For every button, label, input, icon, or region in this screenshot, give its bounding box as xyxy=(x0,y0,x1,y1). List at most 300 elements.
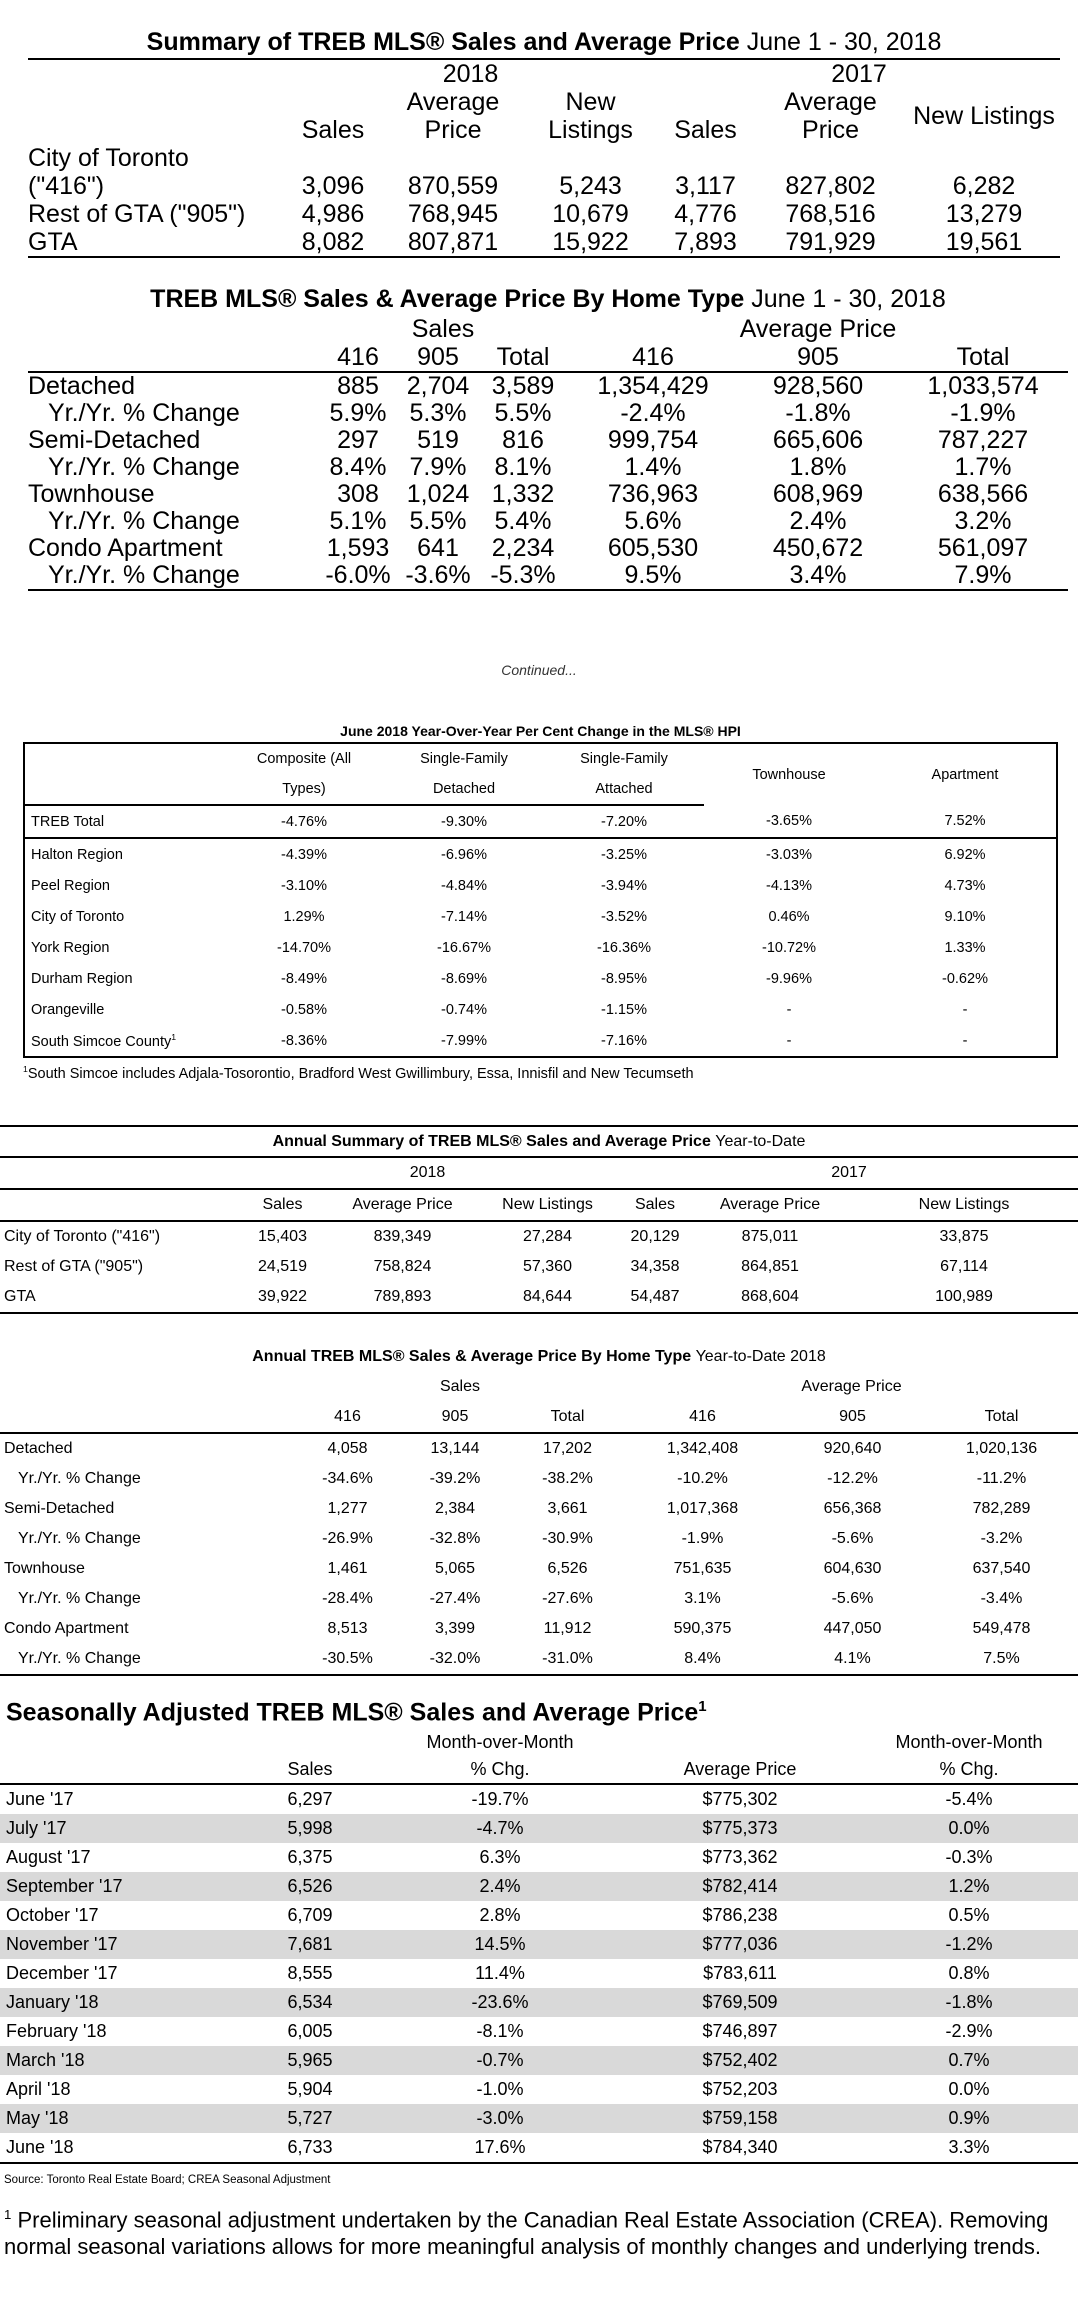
source-note: Source: Toronto Real Estate Board; CREA Seasonal Adjustment xyxy=(4,2174,331,2187)
cell: 3.3% xyxy=(860,2133,1078,2163)
cell: 637,540 xyxy=(972,1560,1031,1577)
cell: 13,279 xyxy=(945,200,1023,228)
col-header: Sales xyxy=(240,1756,380,1784)
cell: 17.6% xyxy=(380,2133,620,2163)
cell: 6,375 xyxy=(287,1847,333,1868)
cell: 0.46% xyxy=(768,908,810,925)
row-label: GTA xyxy=(0,1282,235,1313)
hpi-title: June 2018 Year-Over-Year Per Cent Change in the MLS® HPI xyxy=(340,723,741,739)
table-row xyxy=(0,1644,1078,1675)
cell: 33,875 xyxy=(850,1221,1078,1252)
table-row xyxy=(24,805,1057,838)
cell: -3.65% xyxy=(704,805,874,838)
year-2018-header: 2018 xyxy=(235,1157,620,1189)
cell: -26.9% xyxy=(322,1530,373,1547)
table-row xyxy=(0,1494,1078,1524)
table-row xyxy=(24,870,1057,901)
footnote-marker: 1 xyxy=(23,1064,28,1074)
cell: 84,644 xyxy=(475,1282,620,1313)
cell: 57,360 xyxy=(523,1258,572,1275)
cell: 1,461 xyxy=(327,1560,368,1577)
row-label: October '17 xyxy=(6,1905,99,1926)
cell: 17,202 xyxy=(510,1433,625,1464)
cell: -3.52% xyxy=(601,908,647,925)
cell: 736,963 xyxy=(607,480,699,508)
cell: $769,509 xyxy=(620,1988,860,2017)
cell: 5,727 xyxy=(240,2104,380,2133)
cell: -3.25% xyxy=(601,846,647,863)
cell: -4.39% xyxy=(281,846,327,863)
cell: -8.1% xyxy=(476,2021,524,2042)
hpi-col-header: Detached xyxy=(384,774,544,805)
cell: 2,704 xyxy=(406,372,470,400)
footnote-text: South Simcoe includes Adjala-Tosorontio, Bradford West Gwillimbury, Essa, Innisfil and New Tecumseth xyxy=(27,1065,694,1082)
hpi-col-header: Apartment xyxy=(931,766,999,783)
cell: 885 xyxy=(337,372,379,400)
row-label: Yr./Yr. % Change xyxy=(18,1590,141,1607)
home-type-table xyxy=(28,315,1068,373)
row-label xyxy=(24,901,224,932)
cell: -39.2% xyxy=(429,1470,481,1487)
cell: 3,399 xyxy=(434,1620,476,1637)
cell: -8.49% xyxy=(281,970,327,987)
cell: 7,893 xyxy=(658,228,753,257)
cell: 875,011 xyxy=(690,1221,850,1252)
year-2017-header: 2017 xyxy=(620,1157,1078,1189)
cell: -5.6% xyxy=(831,1530,874,1547)
annual-home-type-title-bold: Annual TREB MLS® Sales & Average Price By Home Type xyxy=(252,1348,692,1365)
row-label: July '17 xyxy=(0,1814,240,1843)
col-header: 416 xyxy=(568,343,738,372)
cell: $775,373 xyxy=(620,1814,860,1843)
cell: -2.9% xyxy=(945,2021,993,2042)
table-row xyxy=(0,1584,1078,1614)
cell: -3.6% xyxy=(398,562,478,590)
cell: -3.94% xyxy=(601,877,647,894)
title-footnote-marker: 1 xyxy=(698,1698,707,1715)
row-label-text: South Simcoe County xyxy=(31,1033,172,1050)
cell: -11.2% xyxy=(976,1470,1027,1487)
table-row xyxy=(0,2046,1078,2075)
cell: 590,375 xyxy=(673,1620,732,1637)
annual-summary-title-date: Year-to-Date xyxy=(715,1133,806,1150)
cell: 768,945 xyxy=(407,200,499,228)
table-row xyxy=(24,994,1057,1025)
avg-price-group-header: Average Price xyxy=(739,315,897,343)
col-header: 416 xyxy=(318,343,398,372)
sales-group-header: Sales xyxy=(439,1378,481,1395)
cell: -3.2% xyxy=(980,1530,1023,1547)
table-row xyxy=(28,400,1068,427)
cell: 1.4% xyxy=(624,453,682,481)
continued-note: Continued... xyxy=(501,662,577,678)
col-header: Total xyxy=(898,343,1068,372)
cell: -4.7% xyxy=(380,1814,620,1843)
col-header: Average Price xyxy=(784,88,877,144)
cell: 0.0% xyxy=(860,1814,1078,1843)
col-header: Average Price xyxy=(620,1756,860,1784)
cell: 297 xyxy=(337,426,379,454)
row-label: Yr./Yr. % Change xyxy=(48,453,240,481)
cell: 0.8% xyxy=(948,1963,990,1984)
row-label: June '18 xyxy=(0,2133,240,2163)
cell: -30.5% xyxy=(295,1644,400,1675)
row-label: August '17 xyxy=(6,1847,91,1868)
table-row xyxy=(0,1554,1078,1584)
cell: -1.8% xyxy=(860,1988,1078,2017)
table-row xyxy=(0,1988,1078,2017)
cell: -32.8% xyxy=(429,1530,481,1547)
cell: -16.36% xyxy=(596,939,651,956)
cell: 5.6% xyxy=(624,507,682,535)
row-label: GTA xyxy=(28,228,283,257)
cell: 0.7% xyxy=(860,2046,1078,2075)
footnote-marker: 1 xyxy=(4,2207,12,2223)
cell: 807,871 xyxy=(383,228,523,257)
row-label: ("416") xyxy=(28,172,105,200)
row-label: February '18 xyxy=(6,2021,107,2042)
row-label xyxy=(24,838,224,870)
cell: 6,709 xyxy=(287,1905,333,1926)
cell: 15,403 xyxy=(235,1221,330,1252)
col-header: Average Price xyxy=(690,1189,850,1221)
cell: 27,284 xyxy=(475,1221,620,1252)
table-row xyxy=(28,508,1068,535)
cell: -0.58% xyxy=(281,1001,327,1018)
cell: 5.9% xyxy=(329,399,387,427)
row-label xyxy=(24,805,224,838)
home-type-title xyxy=(28,283,1068,315)
row-label: Yr./Yr. % Change xyxy=(18,1530,141,1547)
cell: 787,227 xyxy=(937,426,1029,454)
row-label-text: Durham Region xyxy=(31,970,133,987)
cell: -19.7% xyxy=(471,1789,529,1810)
cell: 13,144 xyxy=(400,1433,510,1464)
cell: 868,604 xyxy=(690,1282,850,1313)
table-row xyxy=(28,562,1068,590)
home-type-section xyxy=(28,283,1068,591)
row-label: Townhouse xyxy=(4,1560,85,1577)
table-row xyxy=(0,1221,1078,1252)
cell: -1.9% xyxy=(681,1530,724,1547)
row-label: Condo Apartment xyxy=(28,534,223,562)
cell: -0.74% xyxy=(441,1001,487,1018)
table-row xyxy=(0,1814,1078,1843)
cell: 11.4% xyxy=(475,1963,525,1984)
footnote-text: Preliminary seasonal adjustment undertaken by the Canadian Real Estate Association (CREA). Removing normal seasonal variations allows for more meaningful analysis of monthly changes and underlying trends. xyxy=(4,2207,1049,2259)
cell: 9.10% xyxy=(944,908,986,925)
row-label: Yr./Yr. % Change xyxy=(48,399,240,427)
row-label: Rest of GTA ("905") xyxy=(4,1258,144,1275)
cell: -4.84% xyxy=(441,877,487,894)
cell: 7.52% xyxy=(874,805,1057,838)
row-label: Semi-Detached xyxy=(28,426,201,454)
cell: 8.4% xyxy=(329,453,387,481)
cell: 7.5% xyxy=(925,1644,1078,1675)
cell: 5.5% xyxy=(494,399,552,427)
cell: 15,922 xyxy=(523,228,658,257)
cell: 9.5% xyxy=(568,562,738,590)
cell: 6,534 xyxy=(240,1988,380,2017)
cell: 1.33% xyxy=(944,939,986,956)
cell: 100,989 xyxy=(850,1282,1078,1313)
hpi-col-header: Attached xyxy=(544,774,704,805)
mom-header-a: Month-over-Month xyxy=(426,1732,574,1753)
cell: -27.6% xyxy=(542,1590,593,1607)
table-row xyxy=(0,1843,1078,1872)
row-label: City of Toronto xyxy=(28,144,189,172)
cell: -7.20% xyxy=(544,805,704,838)
col-header: Total xyxy=(984,1408,1019,1425)
col-header: % Chg. xyxy=(860,1756,1078,1784)
cell: 870,559 xyxy=(407,172,499,200)
cell: 604,630 xyxy=(823,1560,882,1577)
cell: 1.8% xyxy=(789,453,847,481)
cell: 1,033,574 xyxy=(927,372,1039,400)
table-row xyxy=(0,1464,1078,1494)
cell: -4.76% xyxy=(224,805,384,838)
cell: 519 xyxy=(417,426,459,454)
cell: -0.62% xyxy=(942,970,988,987)
sales-group-header: Sales xyxy=(411,315,475,343)
cell: $752,402 xyxy=(620,2046,860,2075)
row-label: November '17 xyxy=(0,1930,240,1959)
cell: -7.99% xyxy=(441,1032,487,1049)
cell: -16.67% xyxy=(436,939,491,956)
cell: 1,017,368 xyxy=(666,1500,739,1517)
cell: 816 xyxy=(502,426,544,454)
table-row xyxy=(0,1901,1078,1930)
table-row xyxy=(24,901,1057,932)
table-row xyxy=(24,963,1057,994)
table-row xyxy=(24,932,1057,963)
cell: 928,560 xyxy=(772,372,864,400)
cell: 447,050 xyxy=(823,1620,882,1637)
annual-home-type-title xyxy=(0,1342,1078,1372)
cell: 1.29% xyxy=(283,908,325,925)
annual-home-type-table xyxy=(0,1372,1078,1676)
table-row xyxy=(24,838,1057,870)
footnote-marker: 1 xyxy=(171,1031,177,1042)
row-label: City of Toronto ("416") xyxy=(0,1221,235,1252)
cell: 2.4% xyxy=(380,1872,620,1901)
cell: $783,611 xyxy=(703,1963,777,1984)
cell: -1.8% xyxy=(785,399,851,427)
cell: -6.0% xyxy=(318,562,398,590)
cell: -7.14% xyxy=(441,908,487,925)
cell: 20,129 xyxy=(620,1221,690,1252)
cell: 1,332 xyxy=(491,480,555,508)
row-label: Condo Apartment xyxy=(4,1620,129,1637)
cell: -32.0% xyxy=(400,1644,510,1675)
cell: $746,897 xyxy=(702,2021,778,2042)
cell: 1.7% xyxy=(954,453,1012,481)
col-header: 416 xyxy=(689,1408,716,1425)
cell: 8,513 xyxy=(327,1620,368,1637)
cell: -4.13% xyxy=(766,877,812,894)
cell: -8.36% xyxy=(281,1032,327,1049)
cell: 5,965 xyxy=(240,2046,380,2075)
cell: -28.4% xyxy=(322,1590,373,1607)
june-summary-title-date: June 1 - 30, 2018 xyxy=(746,28,942,56)
cell: 1,020,136 xyxy=(925,1433,1078,1464)
cell: 19,561 xyxy=(908,228,1060,257)
cell: 6.92% xyxy=(944,846,986,863)
cell: -3.4% xyxy=(980,1590,1023,1607)
cell: 3.4% xyxy=(738,562,898,590)
hpi-col-header: Types) xyxy=(224,774,384,805)
cell: $773,362 xyxy=(702,1847,778,1868)
cell: 308 xyxy=(337,480,379,508)
year-2018-header: 2018 xyxy=(283,59,658,88)
cell: -5.6% xyxy=(831,1590,874,1607)
cell: 1,593 xyxy=(326,534,390,562)
june-summary-title-bold: Summary of TREB MLS® Sales and Average Price xyxy=(146,28,740,56)
cell: - xyxy=(962,1032,968,1049)
cell: 450,672 xyxy=(772,534,864,562)
table-row xyxy=(28,373,1068,400)
row-label: December '17 xyxy=(6,1963,118,1984)
cell: 0.5% xyxy=(948,1905,990,1926)
cell: -3.0% xyxy=(380,2104,620,2133)
cell: -10.72% xyxy=(761,939,816,956)
col-header: New Listings xyxy=(850,1189,1078,1221)
cell: 0.0% xyxy=(948,2079,990,2100)
cell: 4,058 xyxy=(295,1433,400,1464)
cell: 920,640 xyxy=(780,1433,925,1464)
row-label: September '17 xyxy=(0,1872,240,1901)
cell: 14.5% xyxy=(380,1930,620,1959)
cell: -3.10% xyxy=(281,877,327,894)
row-label xyxy=(24,1025,224,1057)
seasonally-adjusted-section xyxy=(0,1690,1078,2260)
row-label-text: York Region xyxy=(31,939,110,956)
cell: 549,478 xyxy=(972,1620,1031,1637)
table-row xyxy=(0,1282,1078,1313)
cell: -0.7% xyxy=(380,2046,620,2075)
annual-home-type-title-date: Year-to-Date 2018 xyxy=(695,1348,826,1365)
year-2017-header: 2017 xyxy=(658,59,1060,88)
table-row xyxy=(24,1025,1057,1057)
table-row xyxy=(0,1784,1078,1814)
home-type-body xyxy=(28,373,1068,591)
cell: -1.2% xyxy=(860,1930,1078,1959)
cell: 6,282 xyxy=(952,172,1016,200)
cell: 67,114 xyxy=(940,1258,988,1275)
table-row xyxy=(28,481,1068,508)
table-row xyxy=(28,427,1068,454)
cell: 3,117 xyxy=(675,172,736,200)
seasonally-adjusted-title-text: Seasonally Adjusted TREB MLS® Sales and Average Price xyxy=(6,1698,699,1727)
table-row xyxy=(0,2017,1078,2046)
row-label: Detached xyxy=(0,1433,295,1464)
cell: 839,349 xyxy=(330,1221,475,1252)
cell: 6,526 xyxy=(547,1560,588,1577)
cell: -5.3% xyxy=(478,562,568,590)
col-header: Sales xyxy=(301,116,365,144)
cell: 827,802 xyxy=(785,172,876,200)
col-header: 905 xyxy=(441,1408,469,1425)
col-header: Total xyxy=(478,343,568,372)
table-row xyxy=(28,454,1068,481)
cell: $775,302 xyxy=(702,1789,778,1810)
cell: $752,203 xyxy=(702,2079,778,2100)
row-label: Rest of GTA ("905") xyxy=(28,200,246,228)
cell: 5,243 xyxy=(559,172,622,200)
cell: 2,384 xyxy=(434,1500,476,1517)
cell: -1.15% xyxy=(601,1001,647,1018)
hpi-col-header: Single-Family xyxy=(580,751,668,767)
cell: 6,297 xyxy=(287,1789,333,1810)
cell: 4.1% xyxy=(780,1644,925,1675)
seasonal-footnote xyxy=(0,2202,1064,2259)
june-summary-section xyxy=(28,26,1060,258)
cell: -27.4% xyxy=(429,1590,481,1607)
cell: $759,158 xyxy=(620,2104,860,2133)
hpi-footnote xyxy=(23,1064,1058,1082)
home-type-title-bold: TREB MLS® Sales & Average Price By Home Type xyxy=(150,285,745,313)
hpi-table xyxy=(23,742,1058,1058)
cell: 0.9% xyxy=(860,2104,1078,2133)
annual-summary-table xyxy=(0,1156,1078,1314)
cell: 11,912 xyxy=(543,1620,592,1637)
seasonally-adjusted-table xyxy=(0,1729,1078,2164)
cell: 54,487 xyxy=(620,1282,690,1313)
cell: -9.30% xyxy=(384,805,544,838)
cell: -5.4% xyxy=(945,1789,993,1810)
cell: 1.2% xyxy=(860,1872,1078,1901)
cell: 751,635 xyxy=(673,1560,732,1577)
col-header: Average Price xyxy=(406,88,500,144)
cell: 5.1% xyxy=(329,507,387,535)
cell: 5,904 xyxy=(287,2079,333,2100)
cell: 7.9% xyxy=(409,453,467,481)
cell: -31.0% xyxy=(510,1644,625,1675)
row-label-text: Peel Region xyxy=(31,877,110,894)
avg-price-group-header: Average Price xyxy=(801,1378,902,1395)
hpi-section xyxy=(23,720,1058,1082)
cell: -30.9% xyxy=(542,1530,593,1547)
row-label-text: TREB Total xyxy=(31,813,105,830)
col-header: New Listings xyxy=(475,1189,620,1221)
table-row xyxy=(28,535,1068,562)
col-header: % Chg. xyxy=(380,1756,620,1784)
row-label: Yr./Yr. % Change xyxy=(48,507,240,535)
cell: 791,929 xyxy=(753,228,908,257)
cell: -12.2% xyxy=(827,1470,878,1487)
cell: -10.2% xyxy=(677,1470,728,1487)
col-header: Sales xyxy=(620,1189,690,1221)
col-header: Sales xyxy=(235,1189,330,1221)
annual-summary-section xyxy=(0,1128,1078,1314)
cell: 3,096 xyxy=(301,172,365,200)
cell: $784,340 xyxy=(620,2133,860,2163)
cell: 638,566 xyxy=(937,480,1029,508)
cell: 608,969 xyxy=(772,480,864,508)
cell: -9.96% xyxy=(766,970,812,987)
row-label: June '17 xyxy=(6,1789,74,1810)
cell: -3.03% xyxy=(766,846,812,863)
table-row xyxy=(0,1930,1078,1959)
cell: 8,555 xyxy=(287,1963,333,1984)
annual-home-type-section xyxy=(0,1342,1078,1676)
col-header: 905 xyxy=(738,343,898,372)
cell: 768,516 xyxy=(785,200,876,228)
cell: 10,679 xyxy=(552,200,629,228)
cell: 1,354,429 xyxy=(597,372,709,400)
row-label: Yr./Yr. % Change xyxy=(18,1470,141,1487)
cell: -6.96% xyxy=(441,846,487,863)
